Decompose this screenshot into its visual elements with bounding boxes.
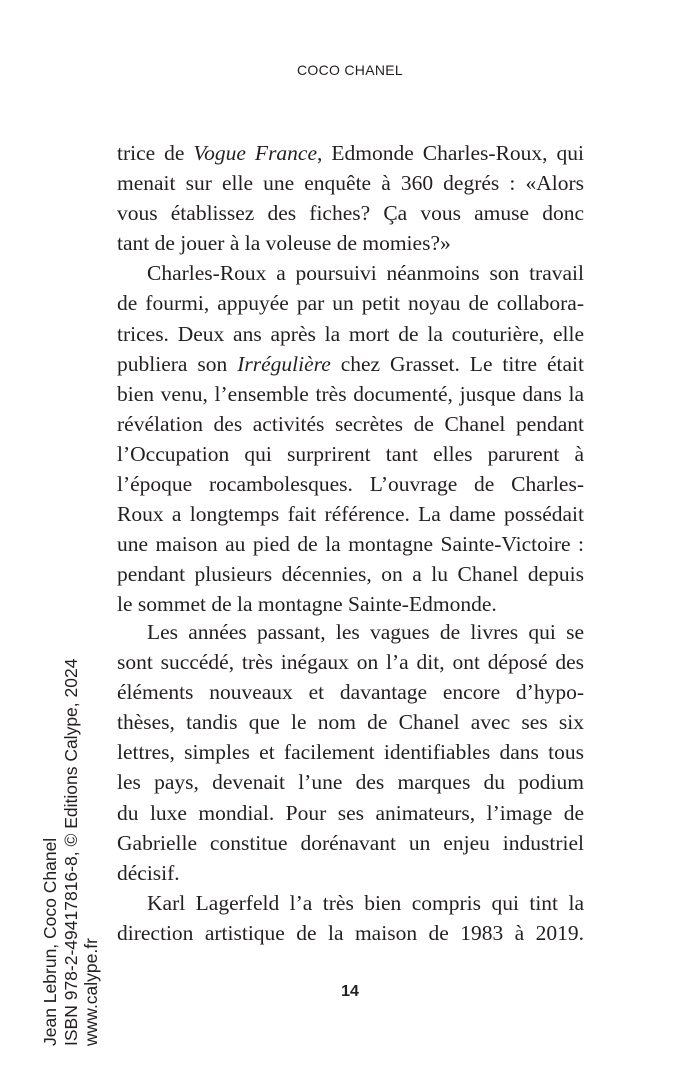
author-title-line: Jean Lebrun, Coco Chanel [40,837,60,1046]
body-text-block-2 [117,617,584,948]
text-line: sont succédé, très inégaux on l’a dit, ont déposé des [117,650,584,675]
text-line: décisif. [117,860,180,885]
text-line: du luxe mondial. Pour ses animateurs, l’image de [117,800,584,825]
website-line: www.calype.fr [81,938,101,1046]
text-line: l’époque rocambolesques. L’ouvrage de Charles- [117,472,584,497]
text-line: Roux a longtemps fait référence. La dame possédait [117,502,584,527]
text-line: lettres, simples et facilement identifiables dans tous [117,740,584,765]
isbn-line: ISBN 978-2-49417816-8, © Editions Calype, 2024 [60,658,81,1046]
text-line: l’Occupation qui surprirent tant elles parurent à [117,441,584,466]
text-line: thèses, tandis que le nom de Chanel avec ses six [117,710,584,735]
text-line: direction artistique de la maison de 1983 à 2019. [117,920,584,945]
text-line: publiera son Irrégulière chez Grasset. Le titre était [117,351,584,376]
text-line: bien venu, l’ensemble très documenté, jusque dans la [117,381,584,406]
text-line: Karl Lagerfeld l’a très bien compris qui tint la [147,890,584,915]
running-header: COCO CHANEL [297,62,403,78]
text-line: Gabrielle constitue dorénavant un enjeu industriel [117,830,584,855]
text-line: les pays, devenait l’une des marques du podium [117,770,584,795]
text-line: éléments nouveaux et davantage encore d’hypo- [117,680,584,705]
text-line: Les années passant, les vagues de livres qui se [147,620,584,644]
text-line: vous établissez des fiches? Ça vous amuse donc [117,201,584,226]
text-line: pendant plusieurs décennies, on a lu Chanel depuis [117,562,584,587]
text-line: une maison au pied de la montagne Sainte-Victoire : [117,532,584,557]
page-number: 14 [341,983,359,1000]
body-text-block-1 [117,138,584,620]
text-line: révélation des activités secrètes de Chanel pendant [117,411,584,436]
text-line: de fourmi, appuyée par un petit noyau de collabora- [117,291,584,316]
text-line: menait sur elle une enquête à 360 degrés : «Alors [117,171,584,196]
text-line: tant de jouer à la voleuse de momies?» [117,231,451,256]
text-line: trices. Deux ans après la mort de la couturière, elle [117,321,584,346]
text-line: Charles-Roux a poursuivi néanmoins son travail [147,261,584,286]
text-line: trice de Vogue France, Edmonde Charles-Roux, qui [117,141,584,165]
text-line: le sommet de la montagne Sainte-Edmonde. [117,592,497,617]
copyright-notice [40,659,102,1046]
